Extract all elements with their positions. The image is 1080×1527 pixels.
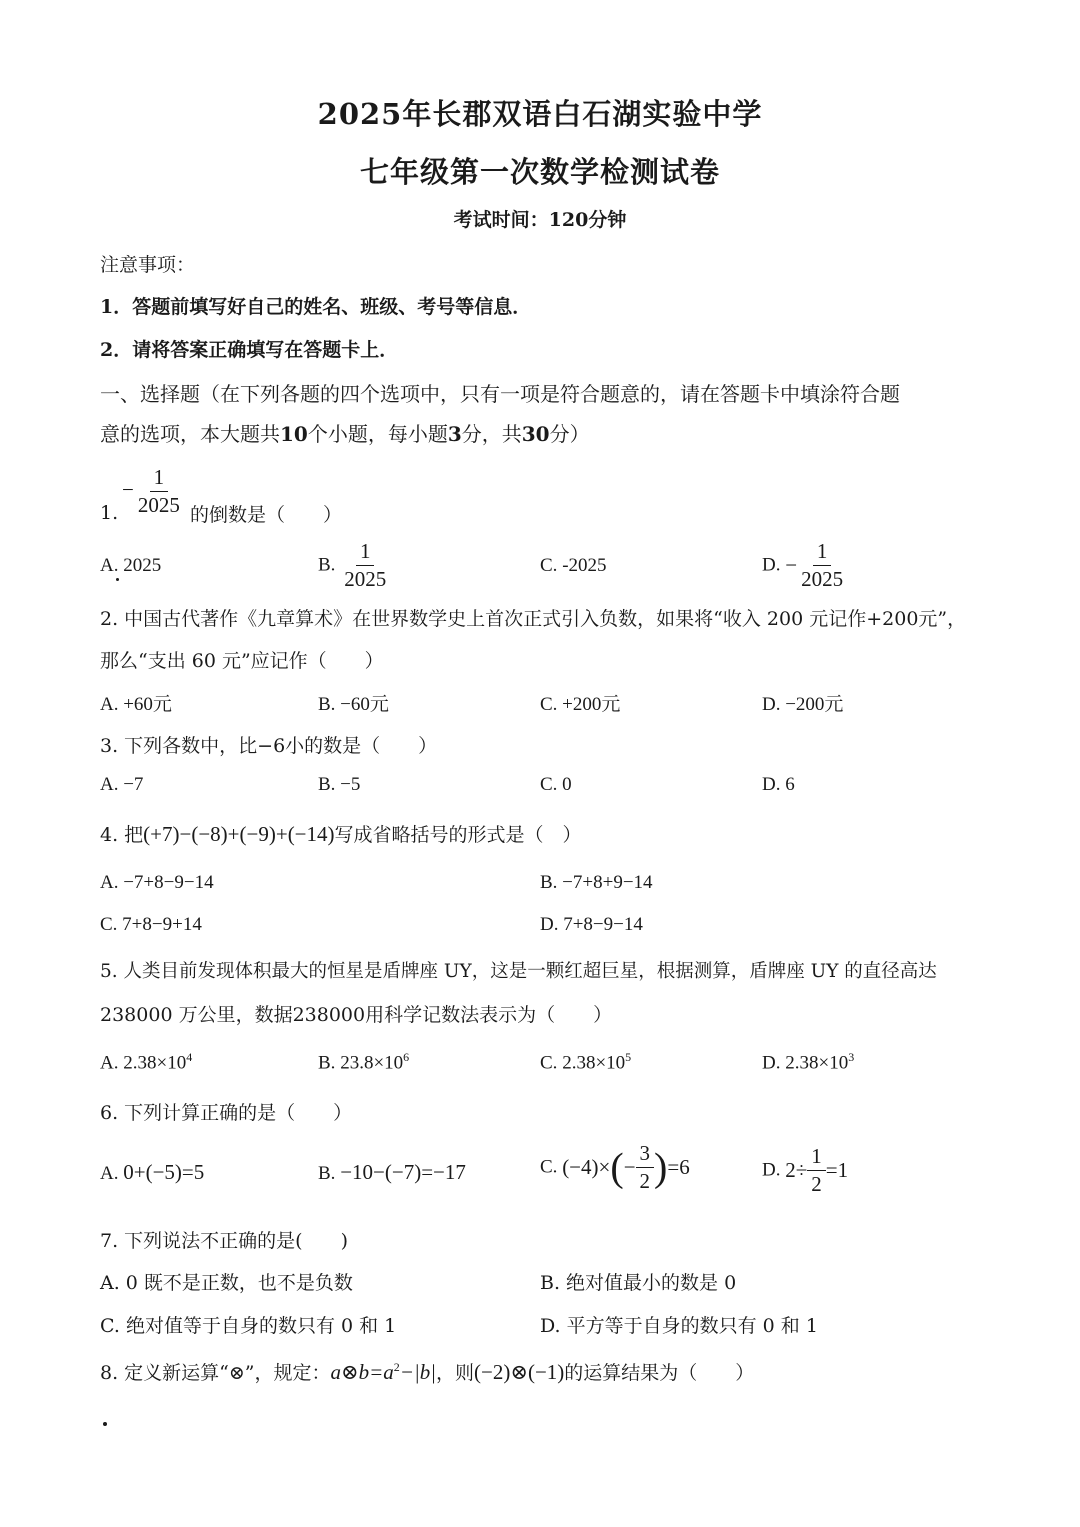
q3-option-b: B. −5 [318,774,361,795]
q8-def-left: a⊗b=a [330,1360,394,1384]
q6-c-result: =6 [667,1155,690,1180]
q6-b-expression: −10−(−7)=−17 [340,1160,466,1184]
q3-stem: 3. 下列各数中，比−6小的数是（ ） [100,735,438,757]
q1-d-label: D. [762,554,781,576]
q1-a-label: A. [100,555,119,576]
q1-stem-fraction [122,466,184,517]
q1-c-label: C. [540,555,558,576]
q1-option-d [762,540,847,591]
q5-stem-line1: 5. 人类目前发现体积最大的恒星是盾牌座 UY，这是一颗红超巨星，根据测算，盾牌座 UY 的直径高达 [100,961,937,982]
q1-frac-denominator: 2025 [137,493,180,518]
section1-points-each: 3 [447,422,462,446]
q7-stem: 7. 下列说法不正确的是( ) [100,1230,348,1252]
q6-c-open-paren: ( [610,1144,624,1190]
q5-option-a [100,1050,192,1074]
q5-c-label: C. [540,1052,558,1074]
q4-suffix: 写成省略括号的形式是（ ） [334,824,582,846]
q6-a-expression: 0+(−5)=5 [123,1160,205,1184]
q5-d-exponent: 3 [848,1050,855,1064]
q5-d-label: D. [762,1052,781,1074]
q7-option-d: D. 平方等于自身的数只有 0 和 1 [540,1315,818,1337]
exam-school-title: 2025年长郡双语白石湖实验中学 [317,97,763,131]
q6-c-denominator: 2 [639,1169,651,1194]
q2-stem-line1: 2. 中国古代著作《九章算术》在世界数学史上首次正式引入负数，如果将“收入 200 元记作+200元”， [100,608,967,630]
q8-def-exponent: 2 [393,1360,400,1374]
q2-option-d: D. −200元 [762,694,844,715]
note-item-1: 1．答题前填写好自己的姓名、班级、考号等信息． [100,296,532,318]
q6-c-label: C. [540,1156,558,1178]
q1-a-value: 2025 [123,555,162,576]
q7-option-b: B. 绝对值最小的数是 0 [540,1272,737,1294]
q8-stem [100,1358,754,1385]
q5-b-base: 23.8×10 [340,1052,404,1074]
q5-option-d [762,1050,854,1074]
q5-a-exponent: 4 [186,1050,193,1064]
q6-d-fraction [807,1145,826,1196]
section1-text-b: 个小题，每小题 [307,422,448,446]
q6-option-a [100,1160,204,1185]
q5-a-base: 2.38×10 [123,1052,187,1074]
q2-stem-line2: 那么“支出 60 元”应记作（ ） [100,650,384,672]
q2-option-b: B. −60元 [318,694,389,715]
q1-d-fraction [797,540,847,591]
q5-stem-line2: 238000 万公里，数据238000用科学记数法表示为（ ） [100,1004,613,1026]
q1-option-c [540,555,607,577]
q1-b-fraction [340,540,390,591]
q5-a-label: A. [100,1052,119,1074]
q6-option-b [318,1160,466,1185]
q1-option-a [100,555,161,577]
q5-b-label: B. [318,1052,336,1074]
section1-heading-line2 [100,418,590,447]
q6-c-fraction [636,1142,655,1193]
q4-option-a: A. −7+8−9−14 [100,872,214,893]
q1-option-b [318,540,390,591]
q6-d-denominator: 2 [811,1172,822,1197]
q5-option-b [318,1050,409,1074]
q1-b-denominator: 2025 [344,567,387,592]
exam-paper-title: 七年级第一次数学检测试卷 [359,155,720,189]
q1-stem-text: 的倒数是（ ） [190,504,343,526]
q5-c-exponent: 5 [625,1050,632,1064]
q1-number: 1. [100,502,119,524]
q3-option-a: A. −7 [100,774,144,795]
q4-stem [100,820,582,847]
section1-heading-line1: 一、选择题（在下列各题的四个选项中，只有一项是符合题意的，请在答题卡中填涂符合题 [100,382,900,406]
q8-expression: (−2)⊗(−1) [474,1360,565,1384]
q5-c-base: 2.38×10 [562,1052,626,1074]
q1-d-denominator: 2025 [801,567,844,592]
q4-expression: (+7)−(−8)+(−9)+(−14) [143,822,335,846]
q6-c-prefix: (−4)× [562,1155,611,1180]
q1-minus: − [122,477,134,502]
section1-count: 10 [280,422,308,446]
section1-text-d: 分） [549,422,590,446]
stray-dot-bottom [103,1422,107,1426]
q6-option-c [540,1142,690,1193]
section1-points-total: 30 [521,422,550,446]
q1-c-value: -2025 [562,555,607,576]
q5-option-c [540,1050,631,1074]
q6-stem: 6. 下列计算正确的是（ ） [100,1102,353,1124]
q1-b-label: B. [318,554,336,576]
q4-option-c: C. 7+8−9+14 [100,914,202,935]
q4-prefix: 4. 把 [100,824,144,846]
q6-c-minus: − [623,1155,636,1180]
q5-d-base: 2.38×10 [785,1052,849,1074]
q1-d-minus: − [785,553,798,578]
q6-d-result: =1 [825,1158,849,1183]
q1-frac-numerator: 1 [150,466,169,492]
stray-dot [116,578,119,581]
notes-heading: 注意事项： [100,254,196,276]
q4-option-b: B. −7+8+9−14 [540,872,653,893]
q8-prefix: 8. 定义新运算“⊗”，规定： [100,1362,331,1384]
q1-fraction [134,466,184,517]
q3-option-d: D. 6 [762,774,795,795]
note-item-2: 2．请将答案正确填写在答题卡上． [100,339,399,361]
q2-option-c: C. +200元 [540,694,621,715]
q6-b-label: B. [318,1163,336,1184]
section1-text-a: 意的选项，本大题共 [100,422,280,446]
q8-suffix: 的运算结果为（ ） [564,1362,755,1384]
q5-b-exponent: 6 [403,1050,410,1064]
q2-option-a: A. +60元 [100,694,172,715]
q6-d-numerator: 1 [807,1145,826,1171]
q7-option-a: A. 0 既不是正数，也不是负数 [100,1272,353,1294]
q6-c-numerator: 3 [636,1142,655,1168]
q8-mid: ，则 [436,1362,475,1384]
exam-time: 考试时间：120分钟 [453,209,627,231]
q3-option-c: C. 0 [540,774,572,795]
q6-option-d [762,1145,848,1196]
q6-c-close-paren: ) [654,1144,668,1190]
q1-d-numerator: 1 [813,540,832,566]
q8-definition [331,1360,437,1384]
q6-d-label: D. [762,1159,781,1181]
section1-text-c: 分，共 [461,422,522,446]
q6-d-prefix: 2÷ [785,1158,808,1183]
q1-b-numerator: 1 [356,540,375,566]
q8-def-right: −|b| [399,1360,437,1384]
q7-option-c: C. 绝对值等于自身的数只有 0 和 1 [100,1315,397,1337]
q4-option-d: D. 7+8−9−14 [540,914,643,935]
q6-a-label: A. [100,1163,119,1184]
